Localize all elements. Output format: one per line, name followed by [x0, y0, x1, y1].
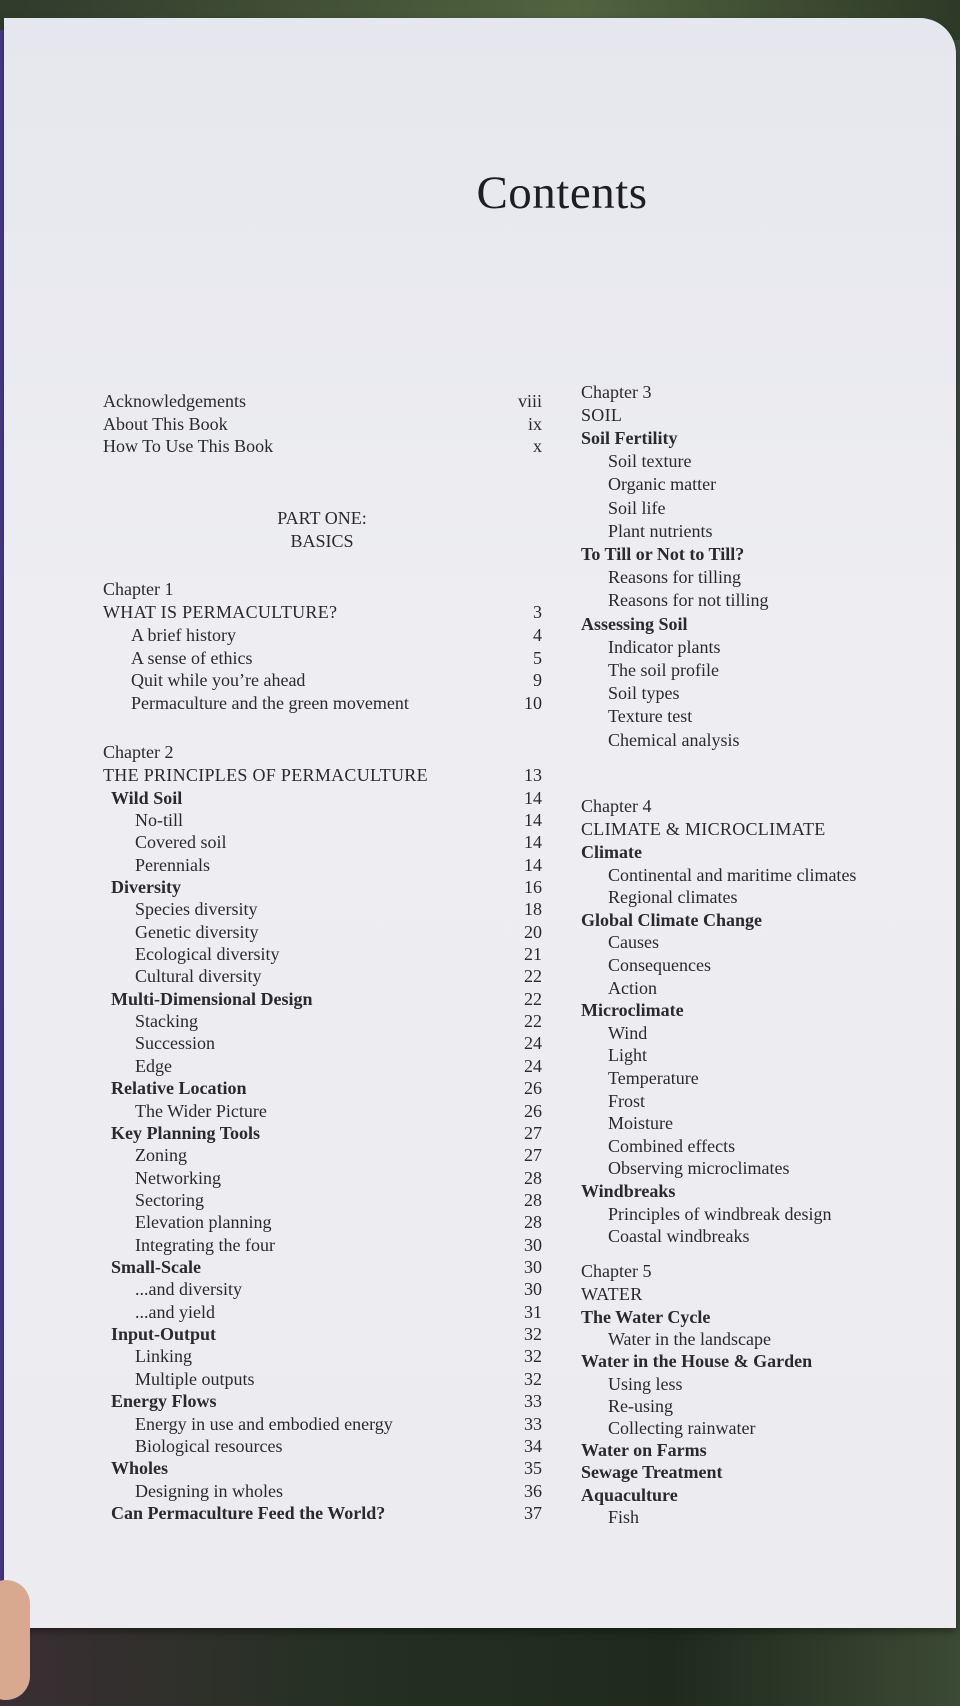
list-item [0, 497, 960, 519]
page-number: 34 [524, 1435, 542, 1456]
page-number: 18 [524, 899, 542, 920]
entry-label: Water in the landscape [608, 1329, 771, 1350]
entry-label: The Wider Picture [135, 1100, 267, 1121]
chapter-title [0, 404, 960, 426]
entry-label: The Water Cycle [581, 1307, 711, 1327]
page-number: 22 [524, 988, 542, 1009]
entry-label: Collecting rainwater [608, 1418, 756, 1438]
entry-label: Assessing Soil [581, 613, 688, 634]
section-heading [0, 1180, 960, 1202]
entry-label: THE PRINCIPLES OF PERMACULTURE [103, 765, 428, 785]
page-number: 26 [524, 1100, 542, 1121]
entry-label: To Till or Not to Till? [581, 544, 745, 564]
entry-label: WATER [581, 1284, 643, 1304]
chapter-title [0, 818, 960, 840]
entry-label: Biological resources [135, 1435, 283, 1456]
page-number: x [533, 436, 542, 456]
entry-label: Edge [135, 1055, 172, 1076]
section-heading [0, 1439, 960, 1461]
entry-label: Climate [581, 842, 642, 862]
entry-label: Chapter 5 [581, 1261, 652, 1281]
entry-label: Chemical analysis [608, 729, 740, 750]
entry-label: Zoning [135, 1145, 187, 1166]
page-title: Contents [476, 167, 648, 219]
page-number: 28 [524, 1189, 542, 1210]
entry-label: Consequences [608, 955, 711, 975]
page-number: 14 [524, 832, 542, 853]
entry-label: Reasons for not tilling [608, 590, 769, 611]
list-item [0, 1203, 960, 1225]
entry-label: Using less [608, 1373, 683, 1394]
section-heading [0, 909, 960, 931]
entry-label: Texture test [608, 706, 693, 727]
chapter-title [0, 1283, 960, 1305]
page-number: 30 [524, 1279, 542, 1300]
page-number: 13 [524, 765, 542, 785]
page-number: 16 [524, 876, 542, 897]
entry-label: Causes [608, 932, 659, 953]
list-item [0, 636, 960, 658]
entry-label: Wild Soil [111, 787, 183, 808]
entry-label: Wind [608, 1022, 648, 1043]
entry-label: Input-Output [111, 1324, 217, 1345]
section-heading [0, 1350, 960, 1372]
page-number: 36 [524, 1480, 542, 1501]
section-heading [0, 841, 960, 863]
list-item [0, 864, 960, 886]
list-item [0, 1506, 960, 1528]
entry-label: Continental and maritime climates [608, 864, 857, 885]
list-item [0, 729, 960, 751]
list-item [0, 589, 960, 611]
entry-label: Light [608, 1045, 647, 1066]
chapter-label [0, 381, 960, 403]
entry-label: Sewage Treatment [581, 1462, 723, 1483]
entry-label: Reasons for tilling [608, 567, 741, 588]
page-number: 22 [524, 1011, 542, 1032]
entry-label: Windbreaks [581, 1181, 676, 1201]
page-number: 24 [524, 1033, 542, 1054]
entry-label: Coastal windbreaks [608, 1226, 750, 1247]
section-heading [0, 1484, 960, 1506]
list-item [0, 1090, 960, 1112]
entry-label: Stacking [135, 1011, 198, 1032]
entry-label: Temperature [608, 1068, 699, 1088]
entry-label: Designing in wholes [135, 1480, 283, 1501]
page-number: 3 [533, 602, 542, 622]
list-item [0, 977, 960, 999]
list-item [0, 1395, 960, 1417]
entry-label: Multi-Dimensional Design [111, 988, 313, 1009]
page-number: 28 [524, 1167, 542, 1188]
entry-label: Small-Scale [111, 1257, 201, 1278]
entry-label: Integrating the four [135, 1234, 275, 1255]
list-item [0, 954, 960, 976]
list-item [0, 1112, 960, 1134]
entry-label: Acknowledgements [103, 391, 246, 411]
page-number: 30 [524, 1257, 542, 1278]
entry-label: Principles of windbreak design [608, 1203, 832, 1224]
page-number: 37 [524, 1503, 542, 1523]
entry-label: Relative Location [111, 1078, 247, 1099]
page-number: 22 [524, 966, 542, 987]
entry-label: Sectoring [135, 1189, 204, 1210]
page-number: viii [517, 391, 542, 411]
page-number: 14 [524, 809, 542, 830]
entry-label: WHAT IS PERMACULTURE? [103, 602, 338, 622]
entry-label: Water on Farms [581, 1440, 707, 1461]
entry-label: Permaculture and the green movement [131, 692, 409, 713]
page-number: 24 [524, 1055, 542, 1076]
entry-label: Soil types [608, 683, 680, 704]
list-item [0, 931, 960, 953]
list-item [0, 1328, 960, 1350]
page-number: 27 [524, 1122, 542, 1143]
list-item [0, 705, 960, 727]
section-heading [0, 1461, 960, 1483]
section-heading [0, 427, 960, 449]
chapter-label [0, 795, 960, 817]
entry-label: About This Book [103, 413, 228, 434]
entry-label: Chapter 2 [103, 742, 174, 762]
entry-label: Regional climates [608, 887, 738, 908]
section-heading [0, 543, 960, 565]
list-item [0, 520, 960, 542]
finger [0, 1580, 30, 1700]
entry-label: Energy in use and embodied energy [135, 1413, 393, 1434]
entry-label: Soil Fertility [581, 428, 678, 448]
list-item [0, 1135, 960, 1157]
entry-label: Energy Flows [111, 1391, 217, 1412]
page-number: 32 [524, 1324, 542, 1345]
entry-label: Aquaculture [581, 1484, 678, 1505]
section-heading [0, 1306, 960, 1328]
entry-label: Networking [135, 1167, 221, 1188]
entry-label: Species diversity [135, 899, 258, 920]
entry-label: The soil profile [608, 660, 719, 680]
page-number: 9 [533, 670, 542, 691]
list-item [0, 473, 960, 495]
entry-label: ...and yield [135, 1301, 215, 1322]
entry-label: Genetic diversity [135, 921, 259, 942]
page-number: 5 [533, 647, 542, 668]
entry-label: Key Planning Tools [111, 1122, 261, 1143]
section-heading [0, 613, 960, 635]
list-item [0, 1067, 960, 1089]
page-number: 20 [524, 921, 542, 942]
part-heading: BASICS [290, 531, 354, 551]
page-number: 14 [524, 787, 542, 808]
page-number: 26 [524, 1078, 542, 1099]
entry-label: Chapter 4 [581, 796, 652, 816]
page-number: 33 [524, 1391, 542, 1412]
list-item [0, 1022, 960, 1044]
entry-label: Covered soil [135, 832, 227, 853]
entry-label: Wholes [111, 1458, 169, 1479]
page-number: 32 [524, 1346, 542, 1367]
list-item [0, 1225, 960, 1247]
entry-label: No-till [135, 809, 183, 830]
entry-label: A brief history [131, 625, 236, 645]
page-number: 32 [524, 1368, 542, 1389]
entry-label: Linking [135, 1346, 192, 1367]
entry-label: Plant nutrients [608, 520, 713, 541]
list-item [0, 886, 960, 908]
page-number: 14 [524, 854, 542, 875]
entry-label: How To Use This Book [103, 436, 274, 456]
list-item [0, 1157, 960, 1179]
list-item [0, 1417, 960, 1439]
page-number: 21 [524, 944, 542, 965]
page-number: 31 [524, 1301, 542, 1322]
entry-label: Diversity [111, 876, 181, 897]
entry-label: ...and diversity [135, 1279, 242, 1300]
list-item [0, 682, 960, 704]
entry-label: A sense of ethics [131, 647, 253, 668]
page-number: 28 [524, 1212, 542, 1233]
list-item [0, 450, 960, 472]
entry-label: Global Climate Change [581, 909, 763, 930]
part-heading: PART ONE: [277, 508, 367, 528]
entry-label: Moisture [608, 1113, 673, 1134]
entry-label: Frost [608, 1090, 646, 1111]
page-number: 27 [524, 1145, 542, 1166]
entry-label: Perennials [135, 854, 210, 875]
entry-label: Multiple outputs [135, 1368, 255, 1389]
entry-label: Microclimate [581, 1000, 684, 1021]
entry-label: Chapter 1 [103, 579, 174, 599]
chapter-label [0, 1260, 960, 1282]
entry-label: Re-using [608, 1395, 673, 1416]
entry-label: Indicator plants [608, 636, 721, 657]
entry-label: Ecological diversity [135, 944, 280, 965]
entry-label: Organic matter [608, 474, 717, 495]
entry-label: Succession [135, 1033, 215, 1054]
entry-label: Fish [608, 1506, 640, 1527]
entry-label: CLIMATE & MICROCLIMATE [581, 819, 826, 839]
entry-label: Cultural diversity [135, 966, 262, 987]
page-number: ix [527, 413, 542, 434]
page-number: 35 [524, 1458, 542, 1479]
entry-label: Can Permaculture Feed the World? [111, 1503, 386, 1523]
entry-label: Action [608, 977, 657, 998]
list-item [0, 1373, 960, 1395]
entry-label: Observing microclimates [608, 1158, 790, 1179]
list-item [0, 1044, 960, 1066]
page-number: 4 [533, 625, 542, 645]
list-item [0, 566, 960, 588]
page-number: 10 [524, 692, 542, 713]
entry-label: Soil life [608, 497, 666, 518]
chapter-title [0, 764, 960, 786]
entry-label: Chapter 3 [581, 382, 652, 402]
entry-label: SOIL [581, 405, 623, 425]
entry-label: Combined effects [608, 1135, 736, 1156]
page-number: 30 [524, 1234, 542, 1255]
page-number: 33 [524, 1413, 542, 1434]
entry-label: Water in the House & Garden [581, 1351, 813, 1372]
entry-label: Elevation planning [135, 1212, 272, 1233]
entry-label: Quit while you’re ahead [131, 670, 306, 691]
list-item [0, 659, 960, 681]
entry-label: Soil texture [608, 451, 692, 472]
section-heading [0, 999, 960, 1021]
